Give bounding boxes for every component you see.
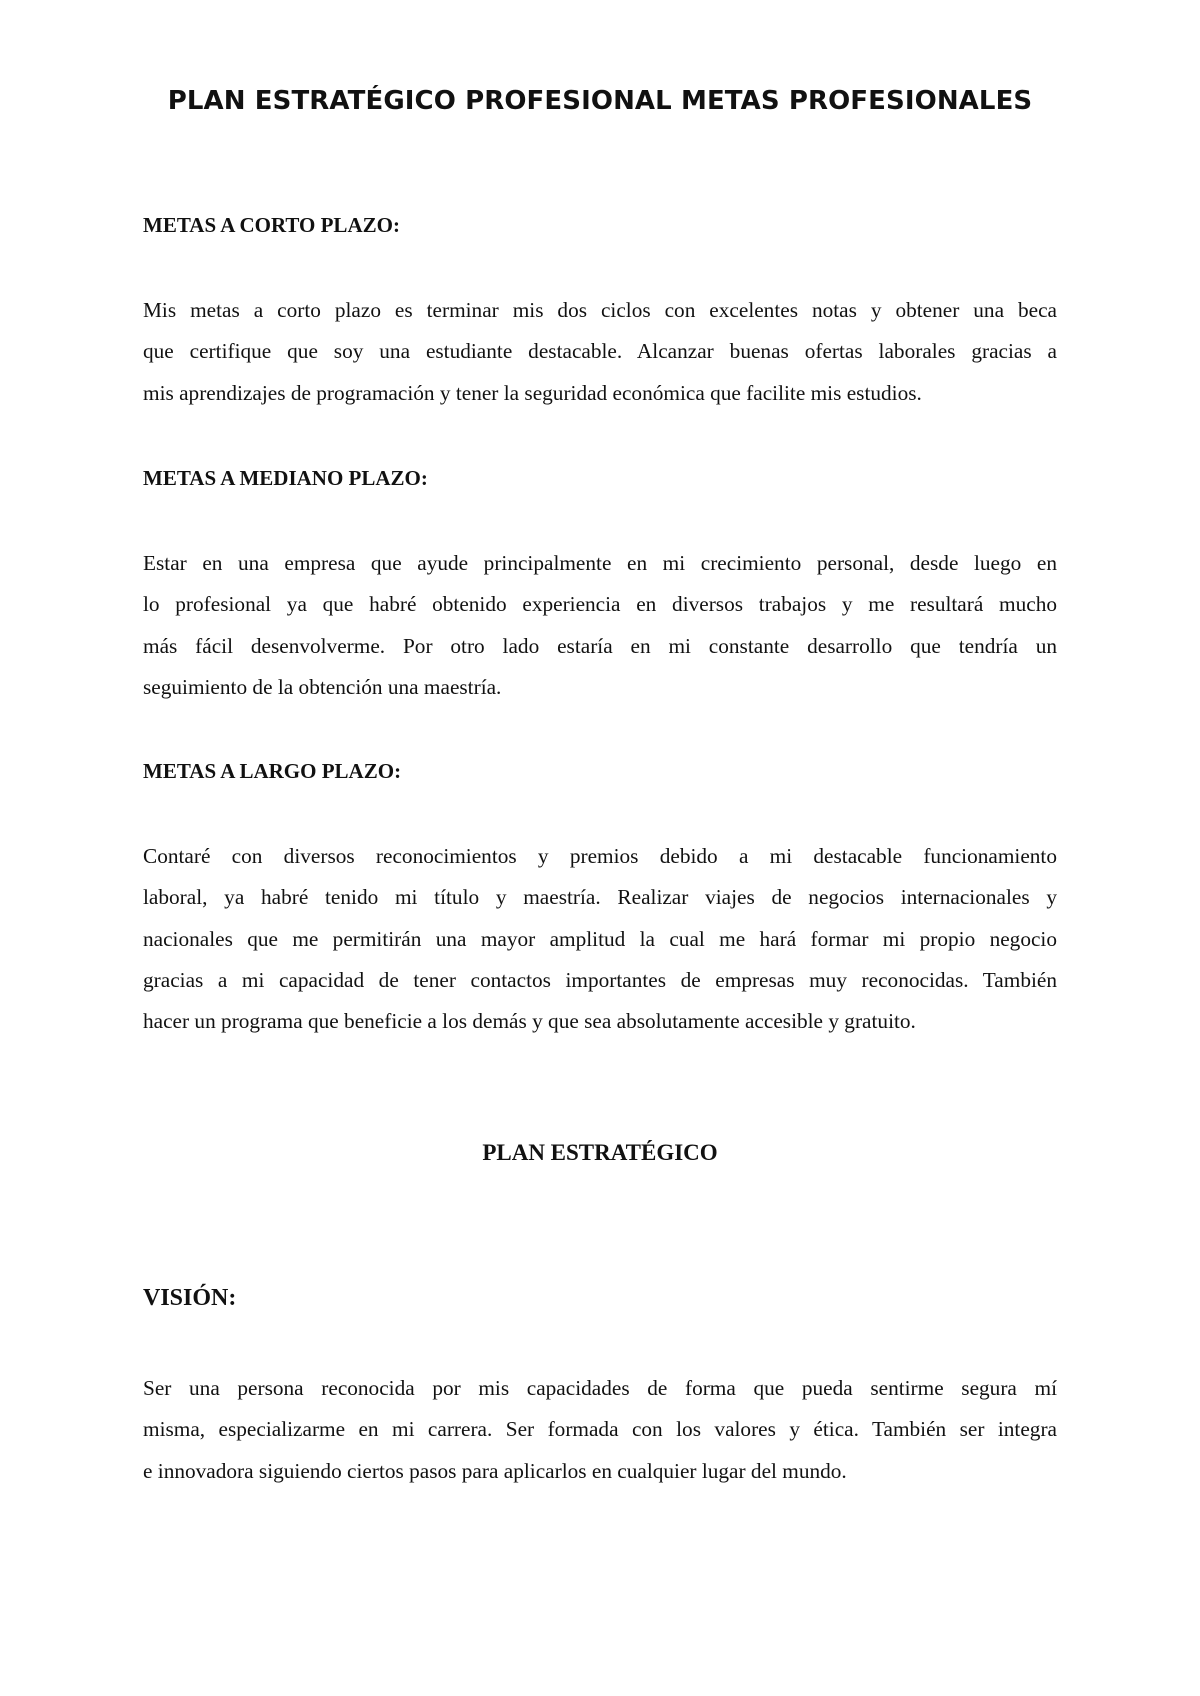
paragraph-line: más fácil desenvolverme. Por otro lado estaría en mi constante desarrollo que tendría un (143, 633, 1057, 658)
paragraph-line: hacer un programa que beneficie a los demás y que sea absolutamente accesible y gratuito. (143, 1009, 916, 1034)
long-term-paragraph (143, 836, 1057, 1042)
paragraph-line: gracias a mi capacidad de tener contactos importantes de empresas muy reconocidas. También (143, 967, 1057, 992)
paragraph-line: laboral, ya habré tenido mi título y maestría. Realizar viajes de negocios internacionales y (143, 885, 1057, 910)
paragraph-line: seguimiento de la obtención una maestría. (143, 674, 502, 699)
paragraph-line: e innovadora siguiendo ciertos pasos para aplicarlos en cualquier lugar del mundo. (143, 1458, 847, 1483)
strategic-plan-heading: PLAN ESTRATÉGICO (482, 1140, 718, 1165)
paragraph-line: nacionales que me permitirán una mayor amplitud la cual me hará formar mi propio negocio (143, 926, 1057, 951)
vision-heading: VISIÓN: (143, 1285, 237, 1311)
paragraph-line: lo profesional ya que habré obtenido experiencia en diversos trabajos y me resultará mucho (143, 592, 1057, 617)
paragraph-line: Estar en una empresa que ayude principalmente en mi crecimiento personal, desde luego en (143, 551, 1057, 575)
short-term-heading: METAS A CORTO PLAZO: (143, 213, 400, 237)
medium-term-heading: METAS A MEDIANO PLAZO: (143, 466, 428, 490)
paragraph-line: mis aprendizajes de programación y tener la seguridad económica que facilite mis estudios. (143, 380, 922, 405)
short-term-paragraph (143, 290, 1057, 414)
document-title: PLAN ESTRATÉGICO PROFESIONAL METAS PROFESIONALES (167, 86, 1033, 116)
paragraph-line: misma, especializarme en mi carrera. Ser formada con los valores y ética. También ser integra (143, 1417, 1057, 1442)
long-term-heading: METAS A LARGO PLAZO: (143, 759, 402, 783)
paragraph-line: Ser una persona reconocida por mis capacidades de forma que pueda sentirme segura mí (143, 1376, 1057, 1400)
vision-paragraph (143, 1368, 1057, 1492)
medium-term-paragraph (143, 543, 1057, 708)
paragraph-line: que certifique que soy una estudiante destacable. Alcanzar buenas ofertas laborales gracias a (143, 339, 1057, 364)
paragraph-line: Contaré con diversos reconocimientos y premios debido a mi destacable funcionamiento (143, 844, 1057, 868)
paragraph-line: Mis metas a corto plazo es terminar mis dos ciclos con excelentes notas y obtener una beca (143, 298, 1057, 322)
